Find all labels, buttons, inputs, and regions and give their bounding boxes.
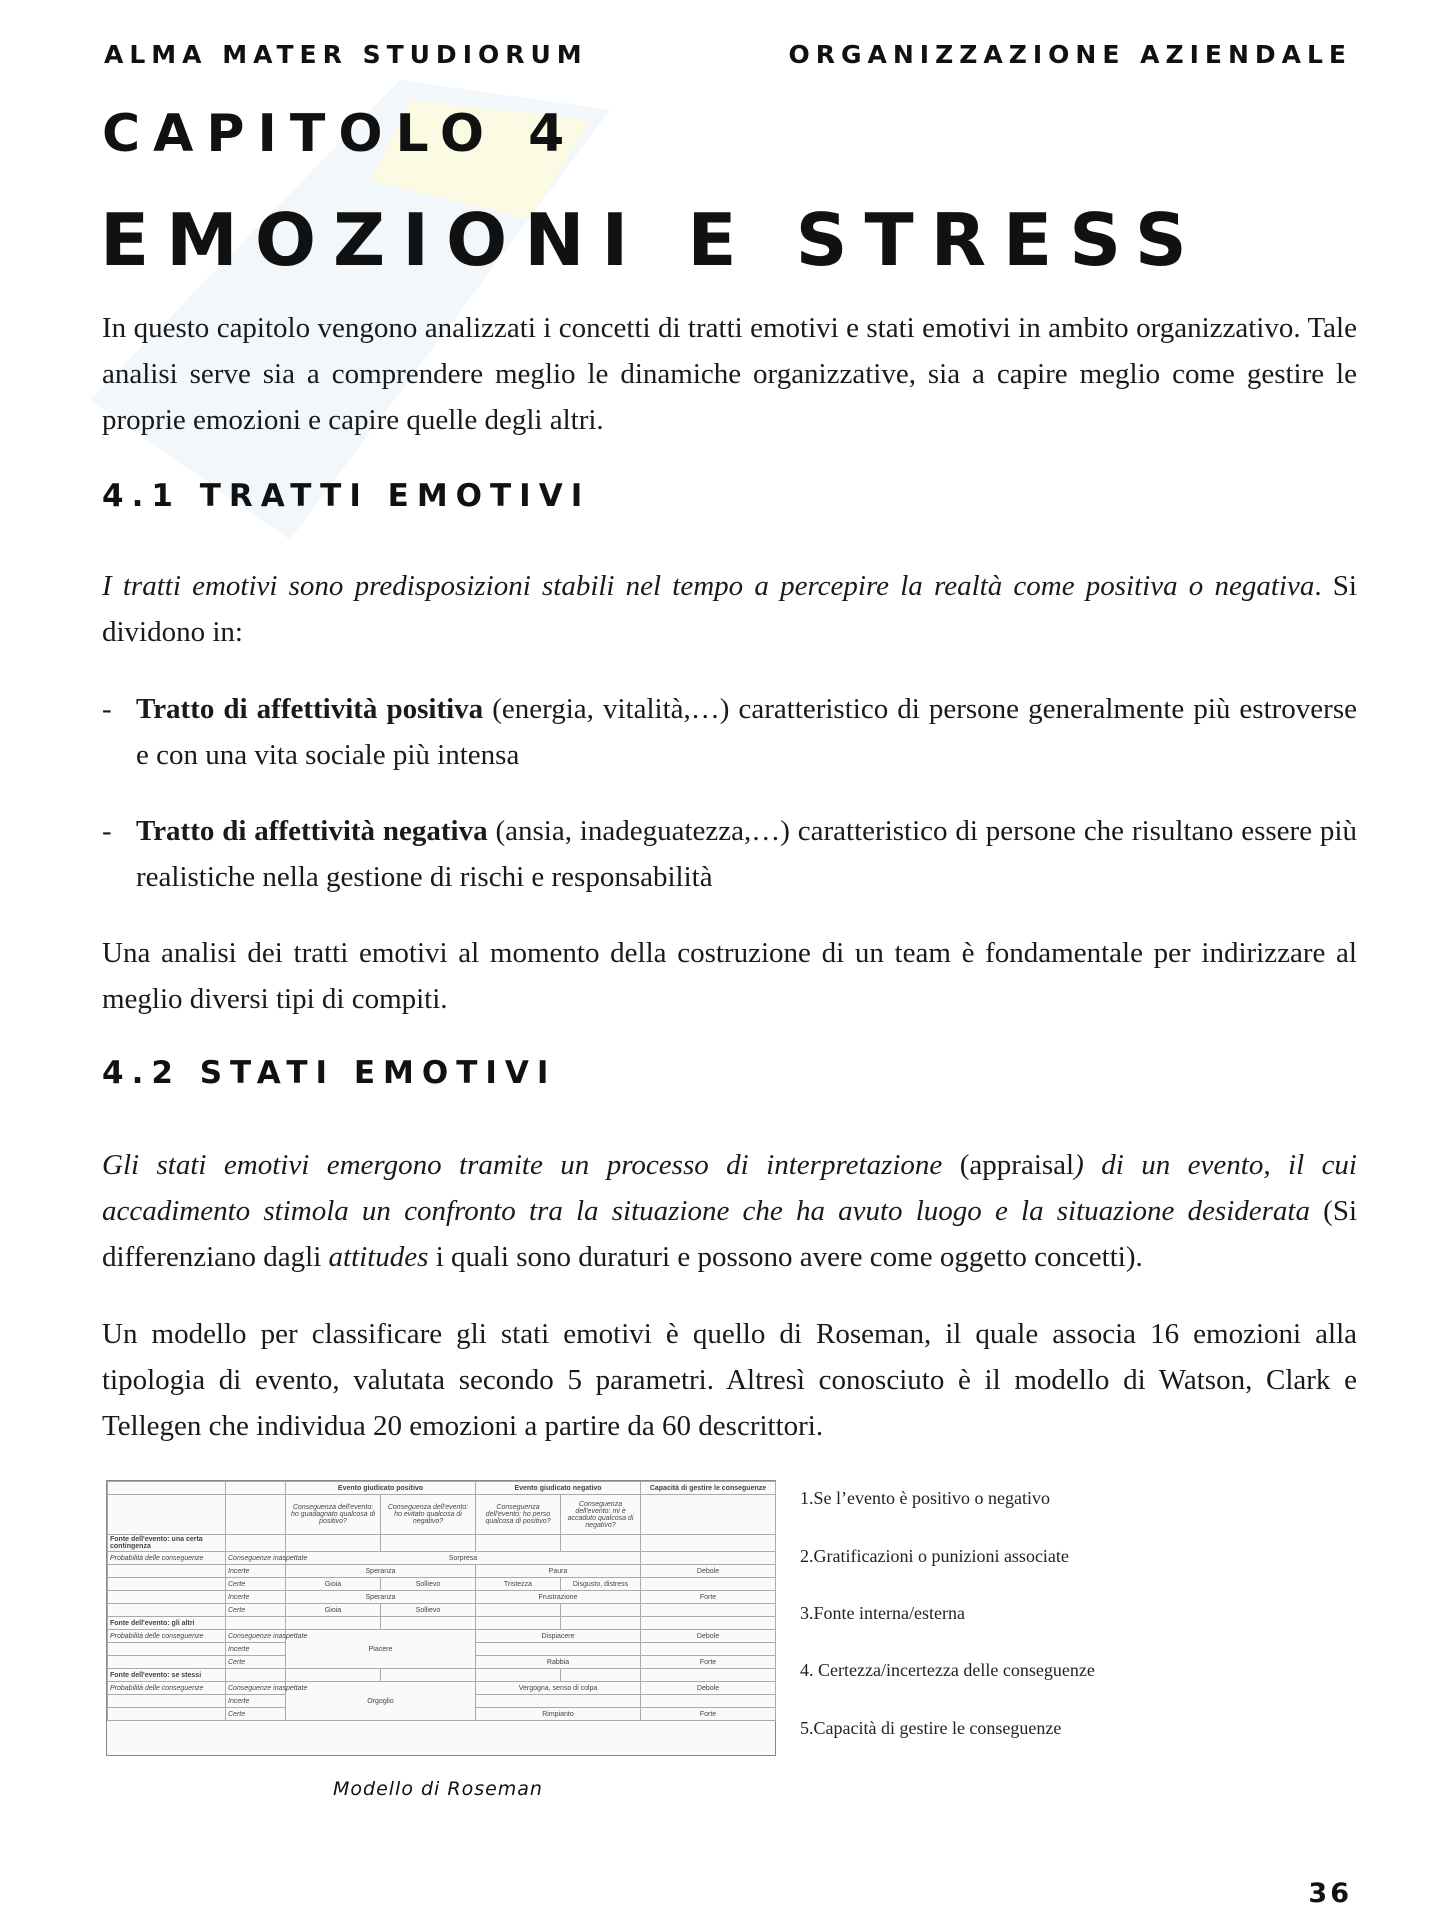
bullet-text: (ansia, inadeguatezza,…) caratteristico di persone che risultano essere più realistiche nella gestione di rischi e responsabilità: [136, 815, 1357, 893]
table-cell: Incerte: [226, 1695, 286, 1708]
table-cell: Dispiacere: [476, 1630, 641, 1643]
section-heading-4-2: 4.2 STATI EMOTIVI: [102, 1055, 557, 1091]
intro-paragraph: In questo capitolo vengono analizzati i concetti di tratti emotivi e stati emotivi in ambito organizzativo. Tale analisi serve sia a comprendere meglio le dinamiche organizzative, sia a capire meglio come gestire le proprie emozioni e capire quelle degli altri.: [102, 312, 1357, 436]
table-subheader: Conseguenza dell'evento: ho guadagnato qualcosa di positivo?: [286, 1495, 381, 1535]
table-cell: Certe: [226, 1656, 286, 1669]
table-cell: Conseguenze inaspettate: [226, 1552, 286, 1565]
header-school: ALMA MATER STUDIORUM: [104, 40, 588, 69]
states-definition-italic-c: ) di un evento, il cui accadimento stimola un confronto tra la situazione che ha avuto luogo e la situazione desiderata: [102, 1149, 1357, 1227]
page-title: EMOZIONI E STRESS: [100, 198, 1204, 282]
traits-definition-rest: . Si dividono in:: [102, 570, 1357, 648]
table-cell: Gioia: [286, 1604, 381, 1617]
table-cell: Incerte: [226, 1565, 286, 1578]
header-course: ORGANIZZAZIONE AZIENDALE: [788, 40, 1352, 69]
traits-closing: Una analisi dei tratti emotivi al momento della costruzione di un team è fondamentale per indirizzare al meglio diversi tipi di compiti.: [102, 937, 1357, 1015]
table-cell: Sollievo: [381, 1578, 476, 1591]
table-cell: Debole: [641, 1682, 776, 1695]
table-cell: Probabilità delle conseguenze: [108, 1630, 226, 1643]
table-cell: Rabbia: [476, 1656, 641, 1669]
bullet-text: (energia, vitalità,…) caratteristico di persone generalmente più estroverse e con una vita sociale più intensa: [136, 693, 1357, 771]
table-cell: Certe: [226, 1578, 286, 1591]
roseman-paragraph: Un modello per classificare gli stati emotivi è quello di Roseman, il quale associa 16 emozioni alla tipologia di evento, valutata secondo 5 parametri. Altresì conosciuto è il modello di Watson, Clark e Tellegen che individua 20 emozioni a partire da 60 descrittori.: [102, 1318, 1357, 1442]
table-cell: Conseguenze inaspettate: [226, 1682, 286, 1695]
bullet-bold: Tratto di affettività positiva: [136, 693, 484, 725]
traits-definition-italic: I tratti emotivi sono predisposizioni stabili nel tempo a percepire la realtà come positiva o negativa: [102, 570, 1315, 602]
table-cell: Probabilità delle conseguenze: [108, 1552, 226, 1565]
section-heading-4-1: 4.1 TRATTI EMOTIVI: [102, 478, 591, 514]
table-header: Capacità di gestire le conseguenze: [641, 1482, 776, 1495]
table-cell: Forte: [641, 1708, 776, 1721]
parameter-item: 5.Capacità di gestire le conseguenze: [800, 1718, 1062, 1738]
table-header: Evento giudicato negativo: [476, 1482, 641, 1495]
table-cell: Debole: [641, 1565, 776, 1578]
parameter-item: 3.Fonte interna/esterna: [800, 1603, 965, 1623]
table-cell: Rimpianto: [476, 1708, 641, 1721]
states-definition-rest-f: i quali sono duraturi e possono avere come oggetto concetti).: [428, 1241, 1143, 1273]
table-cell: Piacere: [286, 1630, 476, 1669]
table-cell: Fonte dell'evento: se stessi: [108, 1669, 226, 1682]
table-cell: Certe: [226, 1604, 286, 1617]
table-cell: Speranza: [286, 1591, 476, 1604]
table-cell: Fonte dell'evento: gli altri: [108, 1617, 226, 1630]
traits-definition: [102, 563, 1357, 655]
list-item: - Tratto di affettività positiva (energia, vitalità,…) caratteristico di persone generalmente più estroverse e con una vita sociale più intensa: [102, 693, 1357, 771]
table-cell: Incerte: [226, 1643, 286, 1656]
figure-caption: Modello di Roseman: [333, 1778, 543, 1800]
roseman-table: [106, 1480, 776, 1756]
table-cell: Disgusto, distress: [561, 1578, 641, 1591]
page-number: 36: [1308, 1878, 1352, 1909]
parameter-item: 2.Gratificazioni o punizioni associate: [800, 1546, 1069, 1566]
parameter-item: 4. Certezza/incertezza delle conseguenze: [800, 1660, 1095, 1680]
table-subheader: Conseguenza dell'evento: ho evitato qualcosa di negativo?: [381, 1495, 476, 1535]
table-cell: Incerte: [226, 1591, 286, 1604]
table-cell: Frustrazione: [476, 1591, 641, 1604]
table-cell: Tristezza: [476, 1578, 561, 1591]
table-cell: Certe: [226, 1708, 286, 1721]
bullet-bold: Tratto di affettività negativa: [136, 815, 488, 847]
table-cell: Speranza: [286, 1565, 476, 1578]
table-cell: Debole: [641, 1630, 776, 1643]
table-cell: Orgoglio: [286, 1682, 476, 1721]
parameter-item: 1.Se l’evento è positivo o negativo: [800, 1488, 1050, 1508]
chapter-label: CAPITOLO 4: [102, 104, 578, 164]
states-definition-rest-d: (Si differenziano dagli: [102, 1195, 1358, 1273]
table-cell: Conseguenze inaspettate: [226, 1630, 286, 1643]
table-cell: Sollievo: [381, 1604, 476, 1617]
states-definition-attitudes: attitudes: [328, 1241, 429, 1273]
states-definition-appraisal: (appraisal: [942, 1149, 1075, 1181]
table-cell: Fonte dell'evento: una certa contingenza: [108, 1535, 226, 1552]
table-cell: Sorpresa: [286, 1552, 641, 1565]
table-header: Evento giudicato positivo: [286, 1482, 476, 1495]
table-cell: Gioia: [286, 1578, 381, 1591]
states-definition: [102, 1142, 1357, 1280]
states-definition-italic-a: Gli stati emotivi emergono tramite un processo di interpretazione: [102, 1149, 943, 1181]
table-cell: Probabilità delle conseguenze: [108, 1682, 226, 1695]
table-cell: Paura: [476, 1565, 641, 1578]
table-cell: Forte: [641, 1656, 776, 1669]
table-cell: Forte: [641, 1591, 776, 1604]
list-item: - Tratto di affettività negativa (ansia, inadeguatezza,…) caratteristico di persone che risultano essere più realistiche nella gestione di rischi e responsabilità: [102, 815, 1357, 893]
table-cell: Vergogna, senso di colpa: [476, 1682, 641, 1695]
table-subheader: Conseguenza dell'evento: ho perso qualcosa di positivo?: [476, 1495, 561, 1535]
table-subheader: Conseguenza dell'evento: mi è accaduto qualcosa di negativo?: [561, 1495, 641, 1535]
